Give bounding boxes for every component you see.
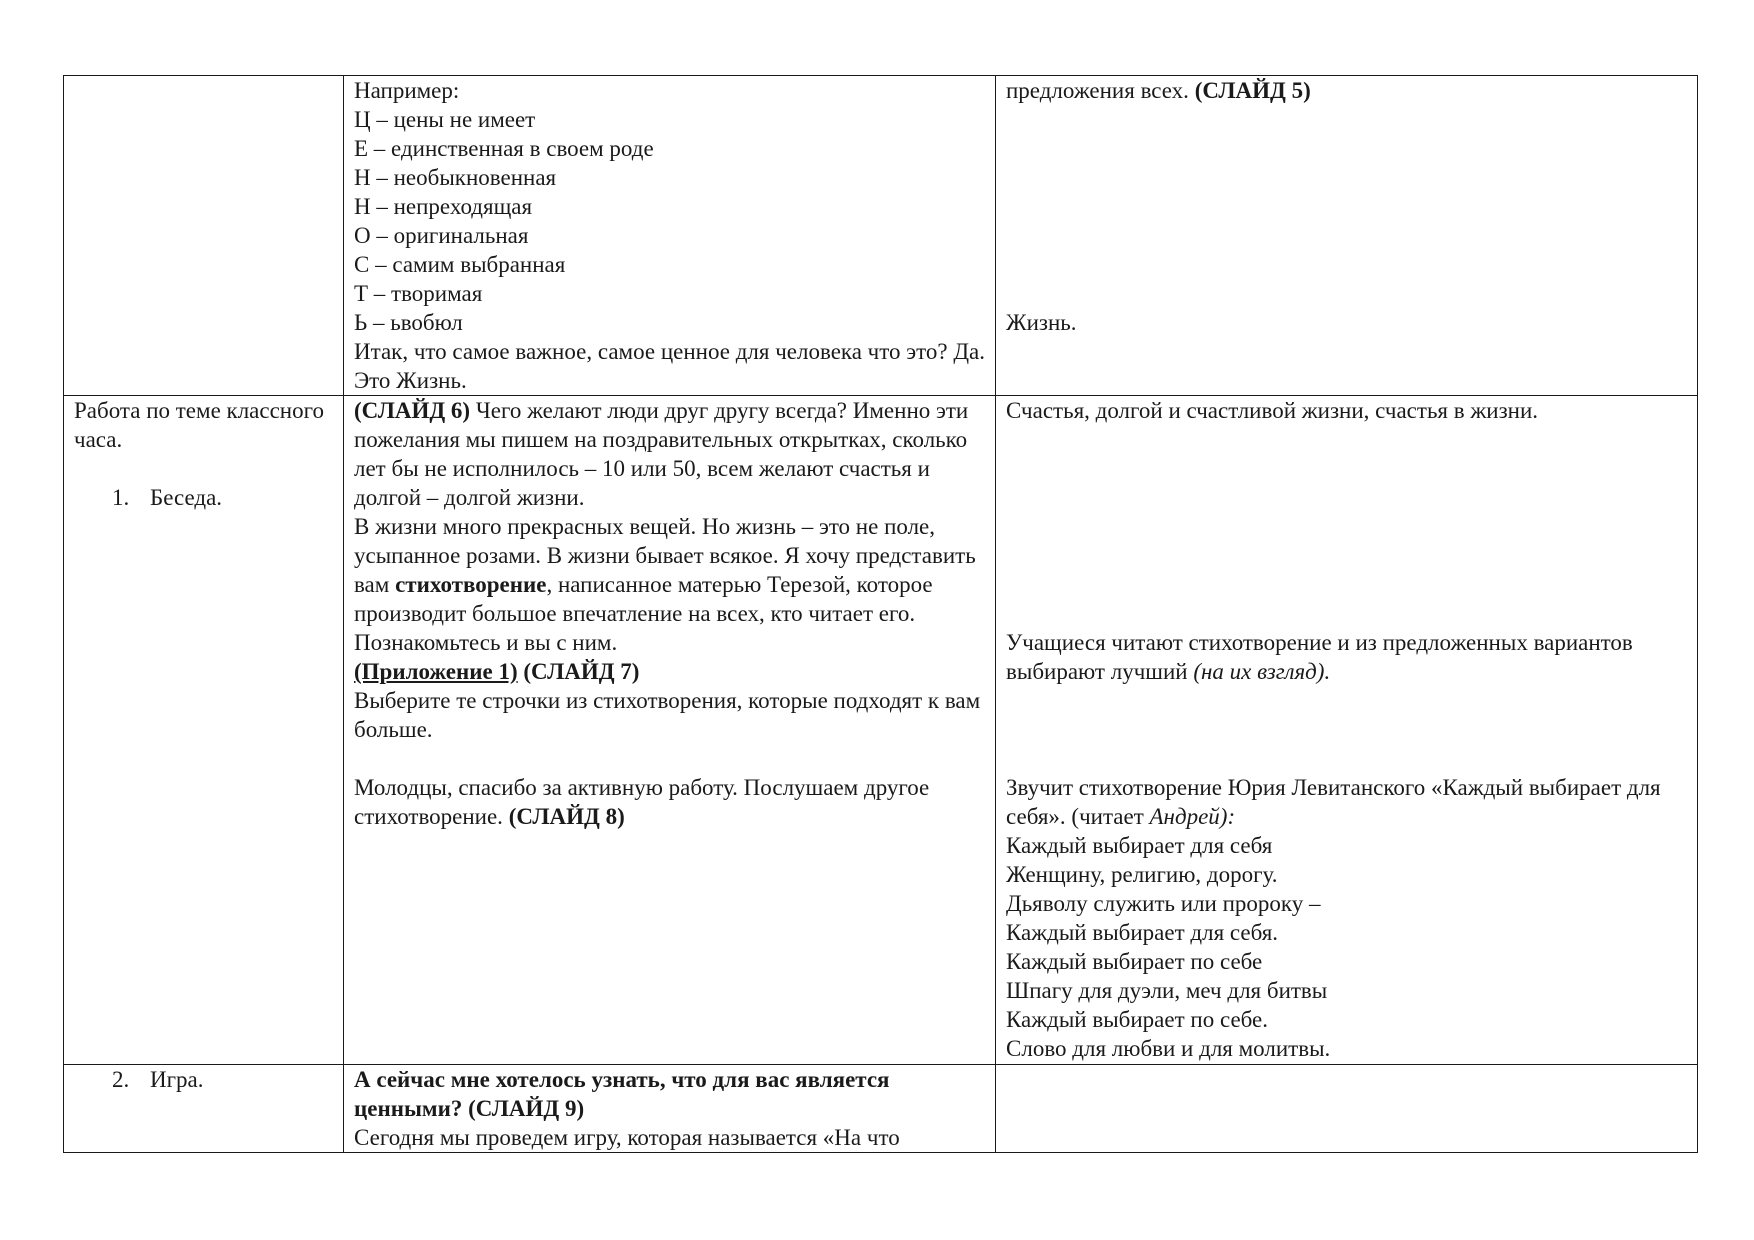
row2-student-cell [996,396,1698,1065]
row1-student-cell [996,76,1698,396]
acrostic-line: Н – необыкновенная [354,165,557,190]
item-label: Беседа. [150,485,223,510]
acrostic-line: С – самим выбранная [354,252,566,277]
stage-title: Работа по теме классного часа. [74,398,324,452]
poem-intro [1006,773,1687,831]
acrostic-line: Т – творимая [354,281,483,306]
slide-7-label: (СЛАЙД 7) [517,659,640,684]
poem-line: Женщину, религию, дорогу. [1006,862,1278,887]
lesson-plan-table [63,75,1698,1153]
paragraph-2-end: , написанное матерью Терезой, которое производит большое впечатление на всех, кто читает его. Познакомьтесь и вы с ним. [354,572,933,655]
life-answer: Жизнь. [1006,310,1077,335]
row3-student-cell [996,1065,1698,1153]
item-label: Игра. [150,1067,204,1092]
conversation-paragraph-1 [354,396,985,512]
poem-keyword: стихотворение [395,572,547,597]
slide-5-label: (СЛАЙД 5) [1194,78,1311,103]
proposals-label: предложения всех. [1006,78,1195,103]
slide-8-label: (СЛАЙД 8) [508,804,625,829]
item-number: 2. [112,1067,130,1092]
row1-teacher-cell [344,76,996,396]
paragraph-4-text: Молодцы, спасибо за активную работу. Послушаем другое стихотворение. [354,775,930,829]
appendix-1-link: (Приложение 1) [354,659,518,684]
poem-line: Слово для любви и для молитвы. [1006,1036,1331,1061]
game-heading: А сейчас мне хотелось узнать, что для вас является ценными? (СЛАЙД 9) [354,1067,890,1121]
poem-line: Каждый выбирает для себя [1006,833,1273,858]
paragraph-1-text: Чего желают люди друг другу всегда? Именно эти пожелания мы пишем на поздравительных открытках, сколько лет бы не исполнилось – 10 или 50, всем желают счастья и долгой – долгой жизни. [354,398,969,510]
poem-reading-answer [1006,628,1687,686]
row3-teacher-cell [344,1065,996,1153]
row3-stage-cell [64,1065,344,1153]
conclusion-text: Итак, что самое важное, самое ценное для человека что это? Да. Это Жизнь. [354,339,985,393]
acrostic-line: Н – непреходящая [354,194,533,219]
acrostic-line: Ц – цены не имеет [354,107,536,132]
poem-line: Каждый выбирает по себе [1006,949,1263,974]
poem-line: Каждый выбирает для себя. [1006,920,1279,945]
proposals-text [1006,76,1687,105]
table-row [64,76,1698,396]
conversation-paragraph-3: Выберите те строчки из стихотворения, которые подходят к вам больше. [354,688,981,742]
stage-item-game [74,1065,333,1094]
poem-line: Шпагу для дуэли, меч для битвы [1006,978,1328,1003]
appendix-reference [354,657,985,686]
stage-item-conversation [74,483,333,512]
row2-teacher-cell [344,396,996,1065]
row2-stage-cell [64,396,344,1065]
paragraph-2-start: В жизни много прекрасных вещей. Но жизнь – это не поле, усыпанное розами. В жизни бывает всякое. Я хочу представить вам [354,514,976,597]
acrostic-line: Ь – ьвобюл [354,310,463,335]
slide-6-label: (СЛАЙД 6) [354,398,471,423]
row1-stage-cell [64,76,344,396]
wishes-answer: Счастья, долгой и счастливой жизни, счастья в жизни. [1006,398,1539,423]
conversation-paragraph-4 [354,773,985,831]
reading-note: (на их взгляд). [1193,659,1331,684]
poem-reader: Андрей): [1149,804,1236,829]
table-row [64,396,1698,1065]
acrostic-line: О – оригинальная [354,223,529,248]
poem-intro-text: Звучит стихотворение Юрия Левитанского «Каждый выбирает для себя». (читает [1006,775,1661,829]
item-number: 1. [112,485,130,510]
poem-line: Каждый выбирает по себе. [1006,1007,1269,1032]
example-intro: Например: [354,78,460,103]
reading-text: Учащиеся читают стихотворение и из предложенных вариантов выбирают лучший [1006,630,1633,684]
conversation-paragraph-2 [354,512,985,657]
game-intro-text: Сегодня мы проведем игру, которая называется «На что [354,1125,900,1150]
poem-line: Дьяволу служить или пророку – [1006,891,1321,916]
table-row [64,1065,1698,1153]
acrostic-line: Е – единственная в своем роде [354,136,654,161]
